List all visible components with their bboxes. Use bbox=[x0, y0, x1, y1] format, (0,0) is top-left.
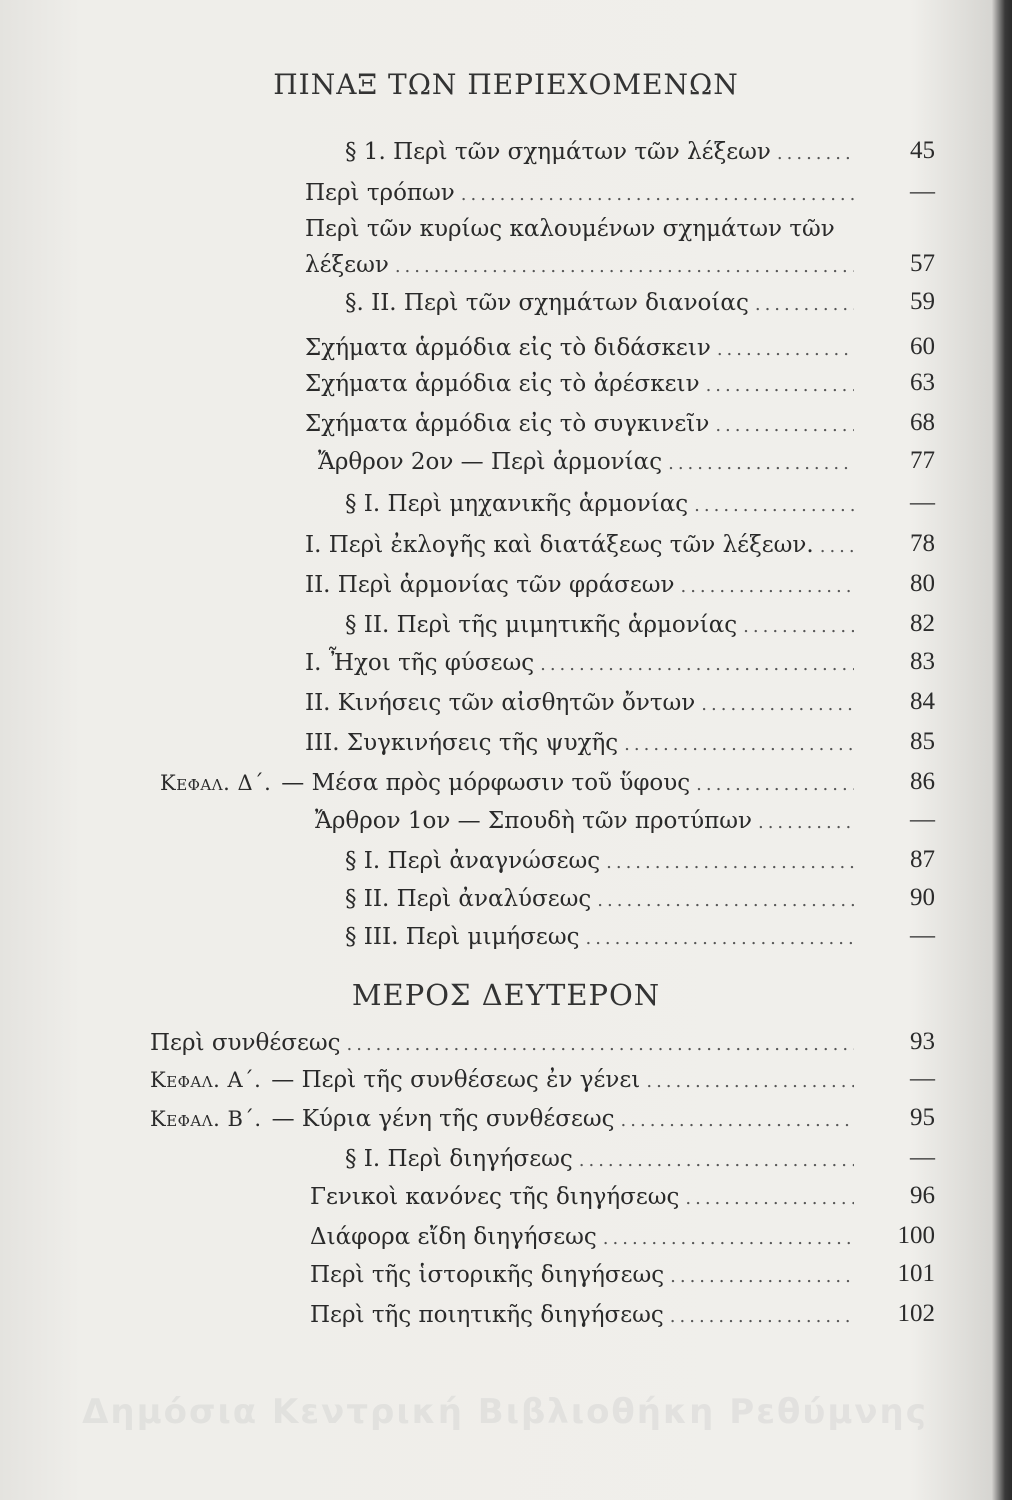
toc-page-number: — bbox=[910, 1144, 935, 1171]
toc-entry bbox=[305, 532, 860, 568]
toc-page-number: 63 bbox=[910, 369, 935, 396]
toc-entry bbox=[315, 808, 860, 844]
toc-entry-label: Σχήματα ἁρμόδια εἰς τὸ ἀρέσκειν bbox=[305, 371, 700, 397]
toc-entry-label: ΙΙ. Κινήσεις τῶν αἰσθητῶν ὄντων bbox=[305, 690, 696, 716]
toc-entry bbox=[345, 612, 860, 648]
toc-entry-label: Γενικοὶ κανόνες τῆς διηγήσεως bbox=[310, 1184, 680, 1210]
library-watermark: Δημόσια Κεντρική Βιβλιοθήκη Ρεθύμνης bbox=[82, 1392, 928, 1432]
toc-page-number: 100 bbox=[897, 1222, 935, 1249]
toc-entry bbox=[345, 290, 860, 326]
toc-entry-label: § Ι. Περὶ ἀναγνώσεως bbox=[345, 848, 601, 874]
toc-entry bbox=[305, 252, 860, 288]
toc-page-number: 82 bbox=[910, 610, 935, 637]
toc-entry bbox=[310, 1302, 860, 1338]
toc-entry-label: Περὶ τῶν κυρίως καλουμένων σχημάτων τῶν bbox=[305, 216, 835, 242]
toc-page-number: 86 bbox=[910, 768, 935, 795]
toc-page-number: 93 bbox=[910, 1028, 935, 1055]
toc-entry bbox=[305, 411, 860, 447]
toc-page-number: 101 bbox=[897, 1260, 935, 1287]
dot-leader bbox=[715, 415, 854, 436]
toc-entry-label: § ΙΙ. Περὶ ἀναλύσεως bbox=[345, 886, 592, 912]
toc-entry-label: Περὶ τῆς ἱστορικῆς διηγήσεως bbox=[310, 1262, 665, 1288]
toc-page-number: 45 bbox=[910, 137, 935, 164]
dot-leader bbox=[461, 184, 854, 205]
toc-entry bbox=[345, 491, 860, 527]
dot-leader bbox=[701, 694, 854, 715]
toc-page-number: 83 bbox=[910, 648, 935, 675]
toc-page-number: 68 bbox=[910, 409, 935, 436]
page-title: ΠΙΝΑΞ ΤΩΝ ΠΕΡΙΕΧΟΜΕΝΩΝ bbox=[273, 68, 739, 101]
toc-entry-label: § Ι. Περὶ μηχανικῆς ἁρμονίας bbox=[345, 491, 689, 517]
dot-leader bbox=[646, 1071, 854, 1092]
toc-entry-label: Ἄρθρον 1ον — Σπουδὴ τῶν προτύπων bbox=[315, 808, 752, 834]
toc-entry bbox=[310, 1262, 860, 1298]
chapter-prefix: Κεφαλ. Δ΄. bbox=[160, 771, 272, 795]
toc-entry-label: §. ΙΙ. Περὶ τῶν σχημάτων διανοίας bbox=[345, 290, 749, 316]
dot-leader bbox=[717, 339, 854, 360]
dot-leader bbox=[696, 774, 854, 795]
toc-entry-label: — Κύρια γένη τῆς συνθέσεως bbox=[271, 1106, 615, 1132]
toc-entry bbox=[160, 770, 860, 806]
toc-entry bbox=[150, 1030, 860, 1066]
toc-entry-label: § ΙΙ. Περὶ τῆς μιμητικῆς ἁρμονίας bbox=[345, 612, 738, 638]
dot-leader bbox=[694, 495, 854, 516]
toc-entry bbox=[305, 730, 860, 766]
dot-leader bbox=[777, 143, 854, 164]
dot-leader bbox=[597, 890, 854, 911]
toc-page-number: 102 bbox=[897, 1300, 935, 1327]
dot-leader bbox=[668, 453, 854, 474]
toc-entry-label: § 1. Περὶ τῶν σχημάτων τῶν λέξεων bbox=[345, 139, 771, 165]
toc-entry bbox=[345, 848, 860, 884]
dot-leader bbox=[680, 576, 854, 597]
toc-page-number: 60 bbox=[910, 333, 935, 360]
toc-page-number: 90 bbox=[910, 884, 935, 911]
toc-page-number: 85 bbox=[910, 728, 935, 755]
toc-page-number: 80 bbox=[910, 570, 935, 597]
dot-leader bbox=[670, 1306, 854, 1327]
toc-entry-label: Περὶ συνθέσεως bbox=[150, 1030, 341, 1056]
toc-entry bbox=[345, 924, 860, 960]
toc-entry-label: § ΙΙΙ. Περὶ μιμήσεως bbox=[345, 924, 580, 950]
dot-leader bbox=[579, 1150, 854, 1171]
toc-entry bbox=[345, 139, 860, 175]
toc-entry bbox=[310, 1224, 860, 1260]
dot-leader bbox=[758, 812, 854, 833]
toc-entry bbox=[345, 886, 860, 922]
dot-leader bbox=[621, 1110, 854, 1131]
toc-page-number: — bbox=[910, 806, 935, 833]
toc-page-number: 57 bbox=[910, 250, 935, 277]
toc-entry bbox=[318, 449, 860, 485]
toc-page-number: 77 bbox=[910, 447, 935, 474]
toc-entry bbox=[150, 1067, 860, 1103]
toc-entry bbox=[305, 572, 860, 608]
toc-page-number: — bbox=[910, 1065, 935, 1092]
toc-entry-label: Σχήματα ἁρμόδια εἰς τὸ διδάσκειν bbox=[305, 335, 711, 361]
dot-leader bbox=[706, 375, 854, 396]
dot-leader bbox=[755, 294, 854, 315]
dot-leader bbox=[585, 928, 854, 949]
toc-entry-label: — Περὶ τῆς συνθέσεως ἐν γένει bbox=[271, 1067, 641, 1093]
toc-entry bbox=[305, 690, 860, 726]
toc-entry bbox=[305, 371, 860, 407]
toc-page-number: 87 bbox=[910, 846, 935, 873]
toc-entry bbox=[305, 650, 860, 686]
dot-leader bbox=[670, 1266, 854, 1287]
chapter-prefix: Κεφαλ. Α΄. bbox=[150, 1068, 262, 1092]
toc-entry bbox=[150, 1106, 860, 1142]
toc-entry-label: Σχήματα ἁρμόδια εἰς τὸ συγκινεῖν bbox=[305, 411, 710, 437]
toc-entry-label: — Μέσα πρὸς μόρφωσιν τοῦ ὕφους bbox=[281, 770, 691, 796]
toc-entry bbox=[305, 180, 860, 216]
toc-page-number: 96 bbox=[910, 1182, 935, 1209]
toc-entry-label: Ἄρθρον 2ον — Περὶ ἁρμονίας bbox=[318, 449, 663, 475]
toc-entry-label: § Ι. Περὶ διηγήσεως bbox=[345, 1146, 573, 1172]
dot-leader bbox=[743, 616, 854, 637]
toc-entry bbox=[305, 216, 860, 252]
toc-page-number: 95 bbox=[910, 1104, 935, 1131]
toc-page-number: — bbox=[910, 178, 935, 205]
dot-leader bbox=[603, 1228, 854, 1249]
toc-entry-label: Περὶ τρόπων bbox=[305, 180, 455, 206]
section-title: ΜΕΡΟΣ ΔΕΥΤΕΡΟΝ bbox=[351, 978, 661, 1012]
toc-entry bbox=[345, 1146, 860, 1182]
toc-entry-label: Περὶ τῆς ποιητικῆς διηγήσεως bbox=[310, 1302, 664, 1328]
toc-entry bbox=[305, 335, 860, 371]
chapter-prefix: Κεφαλ. Β΄. bbox=[150, 1107, 262, 1131]
toc-page-number: 78 bbox=[910, 530, 935, 557]
toc-entry-label: ΙΙΙ. Συγκινήσεις τῆς ψυχῆς bbox=[305, 730, 619, 756]
dot-leader bbox=[347, 1034, 854, 1055]
toc-page-number: 84 bbox=[910, 688, 935, 715]
dot-leader bbox=[395, 256, 854, 277]
toc-entry-label: Διάφορα εἴδη διηγήσεως bbox=[310, 1224, 597, 1250]
dot-leader bbox=[540, 654, 854, 675]
dot-leader bbox=[820, 536, 854, 557]
dot-leader bbox=[685, 1188, 854, 1209]
toc-page-number: 59 bbox=[910, 288, 935, 315]
toc-page-number: — bbox=[910, 922, 935, 949]
toc-entry bbox=[310, 1184, 860, 1220]
toc-entry-label: Ι. Περὶ ἐκλογῆς καὶ διατάξεως τῶν λέξεων. bbox=[305, 532, 814, 558]
toc-entry-label: Ι. Ἦχοι τῆς φύσεως bbox=[305, 650, 535, 676]
toc-entry-label: ΙΙ. Περὶ ἁρμονίας τῶν φράσεων bbox=[305, 572, 675, 598]
dot-leader bbox=[606, 852, 854, 873]
toc-entry-label: λέξεων bbox=[305, 252, 389, 278]
toc-page-number: — bbox=[910, 489, 935, 516]
dot-leader bbox=[624, 734, 854, 755]
